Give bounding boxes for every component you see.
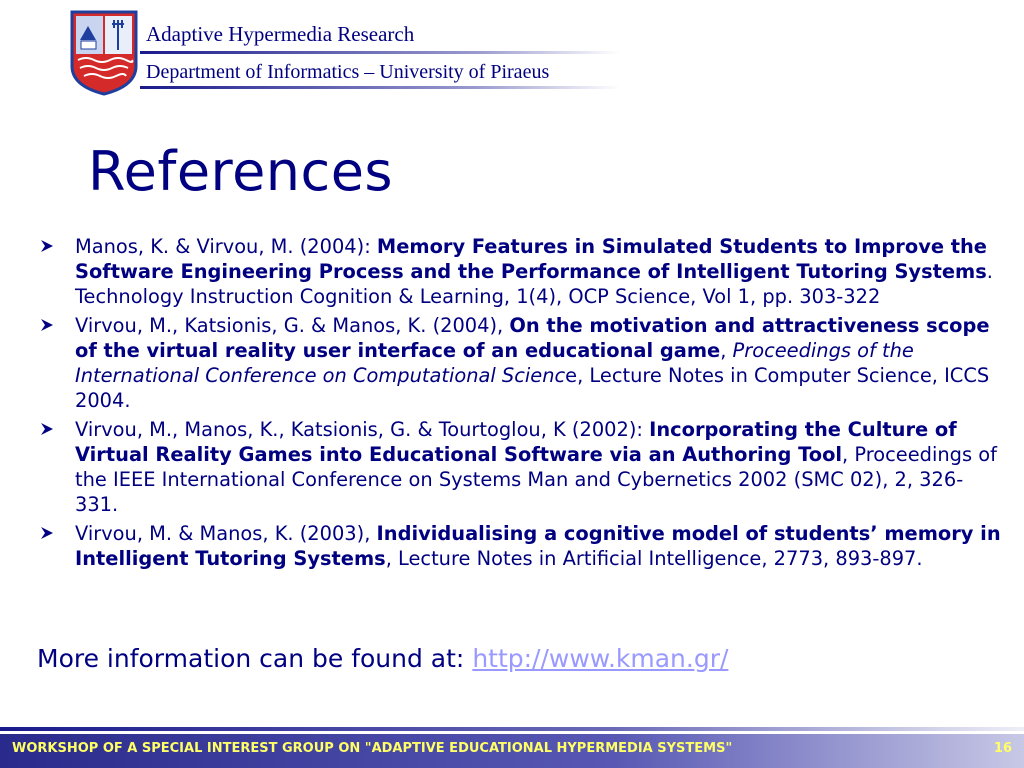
arrowhead-bullet-icon (40, 239, 54, 253)
more-information-line (37, 644, 728, 673)
university-crest-icon (70, 10, 138, 96)
reference-title: On the motivation and attractiveness scope of the virtual reality user interface of an educational game (75, 314, 990, 362)
header-divider (140, 51, 620, 54)
slide-title: References (88, 140, 394, 203)
reference-authors: Virvou, M. & Manos, K. (2003), (75, 522, 377, 545)
reference-details: . Technology Instruction Cognition & Learning, 1(4), OCP Science, Vol 1, pp. 303-322 (75, 260, 993, 308)
kman-website-link[interactable]: http://www.kman.gr/ (472, 644, 729, 673)
reference-details: , Lecture Notes in Artificial Intelligence, 2773, 893-897. (385, 547, 923, 570)
slide-header (0, 0, 1024, 105)
reference-item (40, 313, 1006, 413)
reference-item (40, 234, 1006, 309)
footer-workshop-title: WORKSHOP OF A SPECIAL INTEREST GROUP ON "ADAPTIVE EDUCATIONAL HYPERMEDIA SYSTEMS" (12, 741, 733, 756)
research-group-name: Adaptive Hypermedia Research (146, 22, 415, 46)
reference-item (40, 521, 1006, 571)
footer-divider (0, 727, 1024, 731)
page-number: 16 (993, 741, 1012, 756)
reference-title: Memory Features in Simulated Students to Improve the Software Engineering Process and the Performance of Intelligent Tutoring Systems (75, 235, 987, 283)
more-information-label: More information can be found at: (37, 644, 473, 673)
reference-title: Individualising a cognitive model of students’ memory in Intelligent Tutoring Systems (75, 522, 1001, 570)
arrowhead-bullet-icon (40, 318, 54, 332)
header-divider (140, 86, 620, 89)
reference-authors: Manos, K. & Virvou, M. (2004): (75, 235, 377, 258)
reference-authors: Virvou, M., Manos, K., Katsionis, G. & Tourtoglou, K (2002): (75, 418, 650, 441)
reference-details: e, Lecture Notes in Computer Science, ICCS 2004. (75, 364, 990, 412)
reference-title: Incorporating the Culture of Virtual Reality Games into Educational Software via an Authoring Tool (75, 418, 957, 466)
department-name: Department of Informatics – University of Piraeus (146, 61, 550, 83)
reference-authors: Virvou, M., Katsionis, G. & Manos, K. (2004), (75, 314, 510, 337)
reference-details: , Proceedings of the IEEE International Conference on Systems Man and Cybernetics 2002 (SMC 02), 2, 326-331. (75, 443, 997, 516)
arrowhead-bullet-icon (40, 422, 54, 436)
reference-venue: Proceedings of the International Conference on Computational Scienc (75, 339, 914, 387)
reference-item (40, 417, 1006, 517)
reference-separator: , (720, 339, 733, 362)
references-list (40, 234, 1006, 575)
arrowhead-bullet-icon (40, 526, 54, 540)
